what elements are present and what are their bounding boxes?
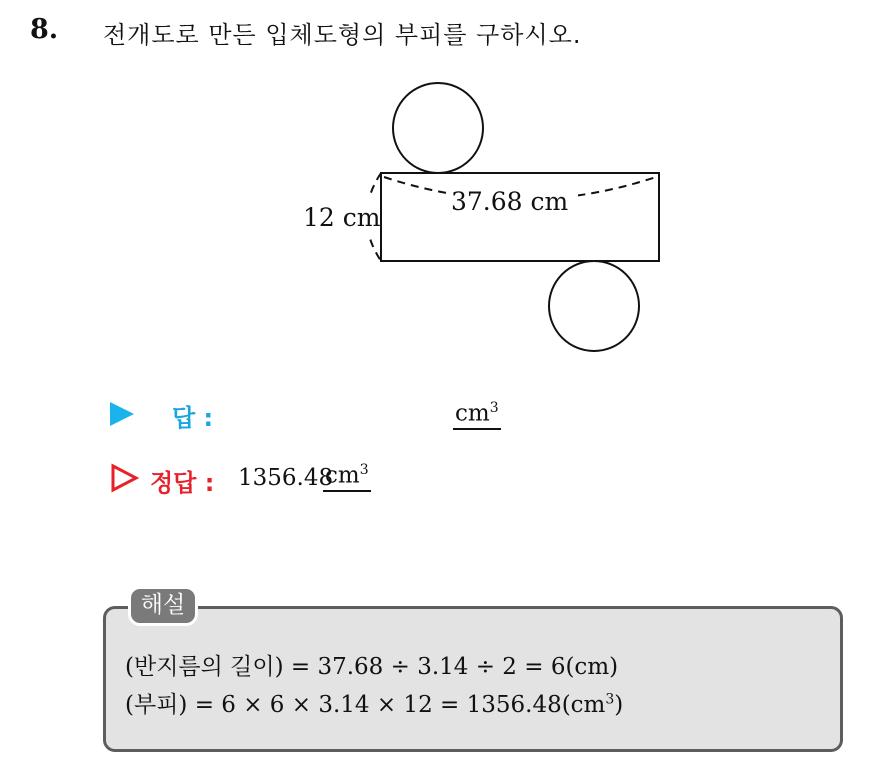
play-arrow-icon [110,402,134,426]
outline-arrow-icon [110,463,140,495]
answer-unit: $cm^3$ [453,400,501,430]
top-circle [393,83,483,173]
question-number: 8. [30,14,59,45]
explanation-line-2: (부피) = $6 \times 6 \times 3.14 \times 12 = 1356.48(cm^3)$ [125,691,624,718]
explanation-line-1: (반지름의 길이) = 37.68 ÷ 3.14 ÷ 2 = 6(cm) [125,654,619,680]
correct-answer-value: 1356.48 [238,465,334,491]
explanation-tab: 해설 [128,586,198,626]
bottom-circle [549,261,639,351]
correct-answer-label: 정답 : [150,469,215,497]
correct-answer-unit: $cm^3$ [323,462,371,492]
question-text: 전개도로 만든 입체도형의 부피를 구하시오. [103,21,582,49]
height-label: 12 cm [303,203,381,232]
width-label: 37.68 cm [451,187,569,216]
answer-label: 답 : [172,404,214,432]
